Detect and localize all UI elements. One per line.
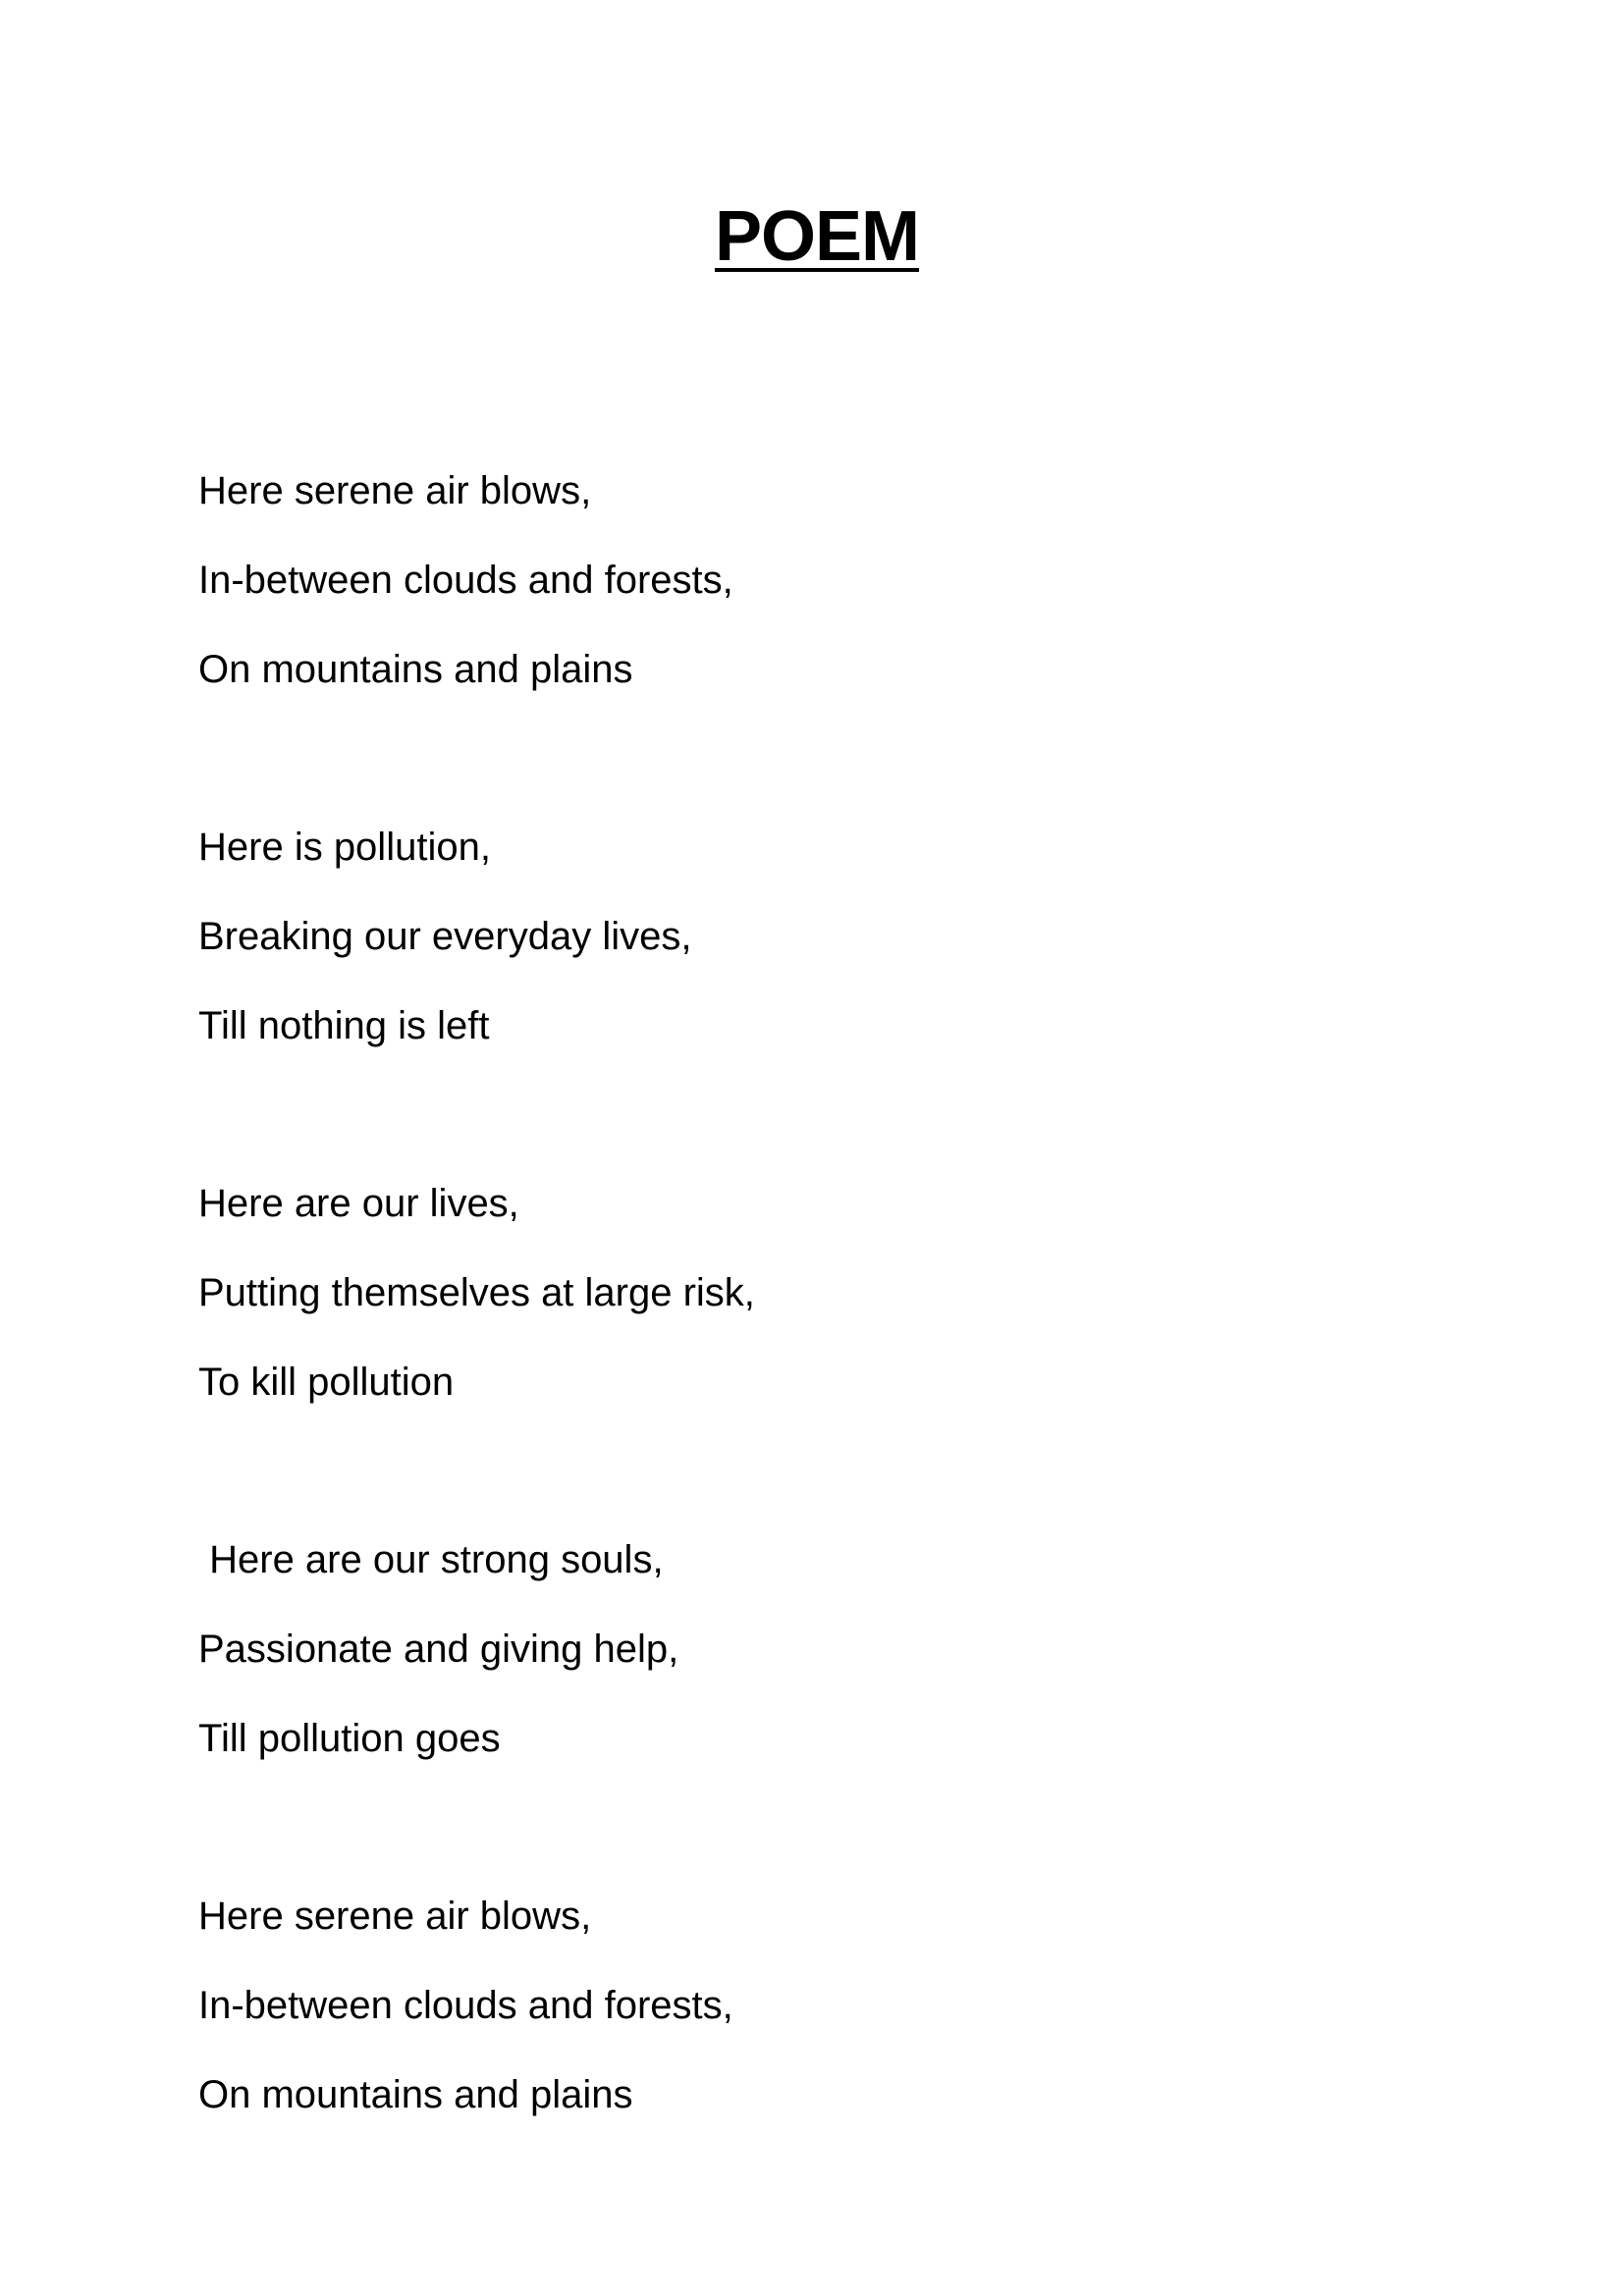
poem-line: To kill pollution (198, 1361, 455, 1404)
stanza-4 (198, 1516, 1475, 1784)
poem-line: In-between clouds and forests, (198, 559, 733, 602)
stanza-2 (198, 803, 1475, 1071)
stanza-3 (198, 1159, 1475, 1427)
poem-line: Passionate and giving help, (198, 1628, 679, 1671)
poem-line: Till nothing is left (198, 1004, 490, 1047)
poem-line: Here serene air blows, (198, 469, 592, 512)
poem-line: Putting themselves at large risk, (198, 1271, 755, 1314)
poem-body (198, 447, 1475, 2228)
poem-title: POEM (714, 197, 920, 276)
poem-line: Here is pollution, (198, 826, 491, 869)
poem-line: On mountains and plains (198, 648, 633, 691)
poem-line: Here are our lives, (198, 1182, 519, 1225)
poem-line: On mountains and plains (198, 2073, 633, 2116)
stanza-1 (198, 447, 1475, 715)
poem-line: In-between clouds and forests, (198, 1984, 733, 2027)
poem-line: Here serene air blows, (198, 1895, 592, 1938)
stanza-5 (198, 1872, 1475, 2140)
poem-line: Breaking our everyday lives, (198, 915, 692, 958)
poem-line: Here are our strong souls, (198, 1538, 664, 1581)
poem-line: Till pollution goes (198, 1717, 501, 1760)
